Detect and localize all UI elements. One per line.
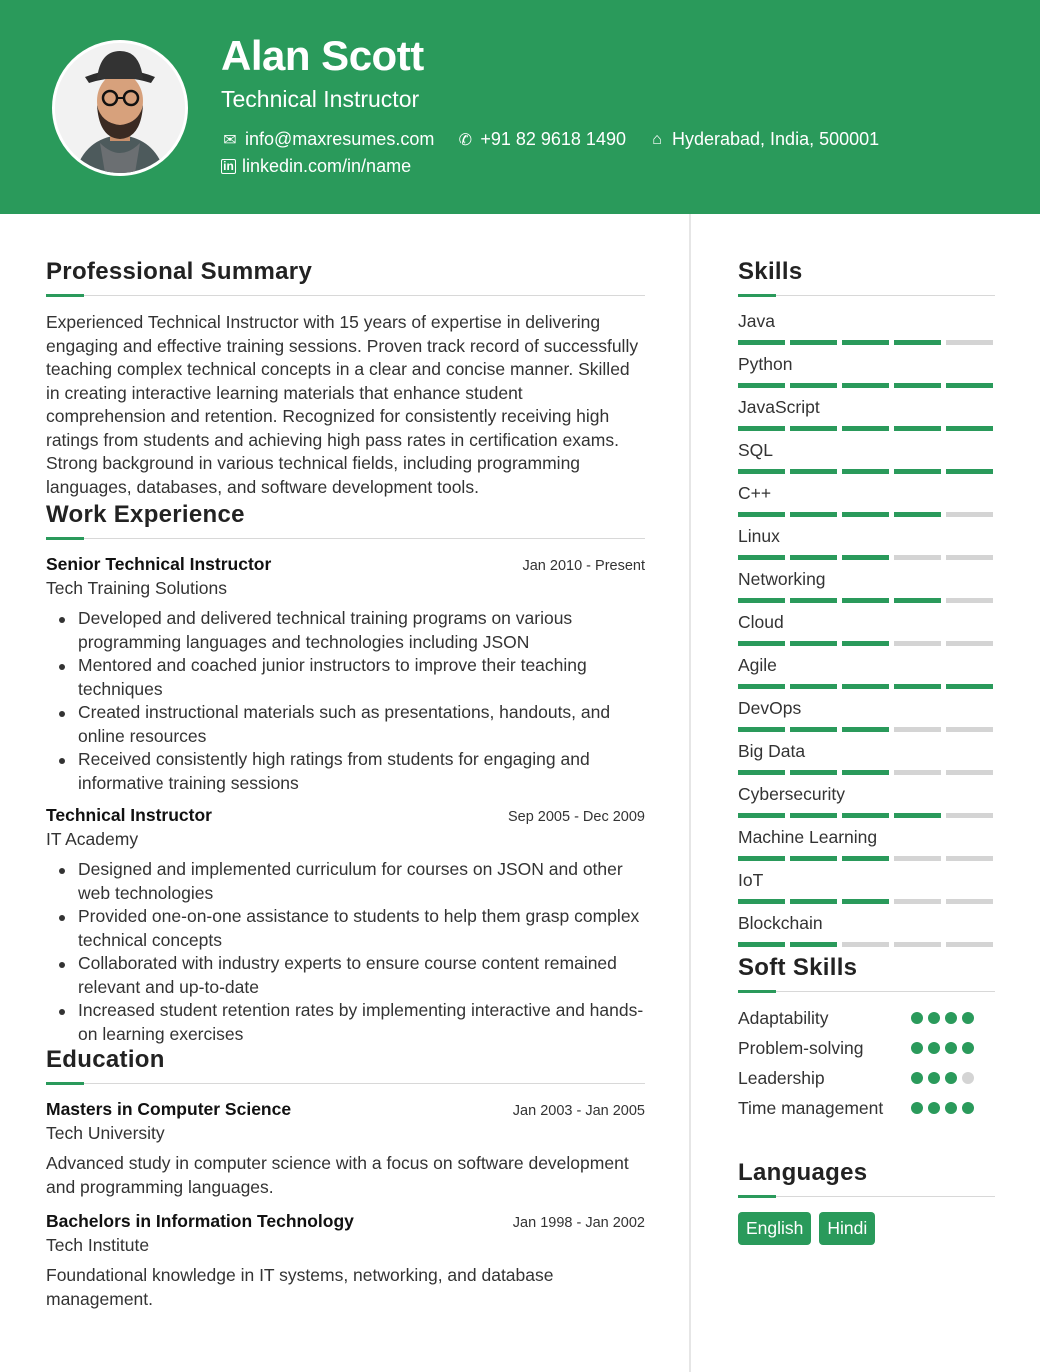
skill-level-segment (738, 684, 785, 689)
main-column (46, 258, 645, 1311)
experience-title: Work Experience (46, 501, 245, 528)
linkedin-text: linkedin.com/in/name (242, 156, 412, 176)
skill-item (738, 397, 995, 440)
skill-level-segment (738, 555, 785, 560)
skill-item (738, 827, 995, 870)
skill-level-bar (738, 727, 995, 732)
skill-level-segment (842, 340, 889, 345)
phone-icon: ✆ (458, 131, 473, 149)
rating-dot (928, 1102, 940, 1114)
soft-skill-item (738, 1097, 995, 1149)
languages-title: Languages (738, 1159, 868, 1186)
email-contact[interactable] (221, 129, 434, 150)
skill-level-bar (738, 555, 995, 560)
phone-text: +91 82 9618 1490 (480, 129, 626, 149)
skill-level-bar (738, 641, 995, 646)
job-header (46, 805, 645, 826)
skill-level-segment (790, 555, 837, 560)
section-rule (46, 1082, 645, 1085)
summary-title: Professional Summary (46, 258, 313, 285)
skill-name: Java (738, 311, 775, 331)
skill-item (738, 784, 995, 827)
skill-level-segment (842, 512, 889, 517)
job-entry (46, 554, 645, 795)
skill-item (738, 741, 995, 784)
contact-row (221, 129, 879, 150)
skill-level-segment (894, 469, 941, 474)
skill-level-segment (946, 340, 993, 345)
skill-level-bar (738, 770, 995, 775)
skill-level-segment (790, 598, 837, 603)
skill-level-segment (894, 555, 941, 560)
avatar-portrait-icon (55, 43, 185, 173)
skill-item (738, 913, 995, 956)
skill-name: SQL (738, 440, 774, 460)
skill-level-segment (946, 469, 993, 474)
location-text: Hyderabad, India, 500001 (671, 129, 880, 149)
job-bullet: Provided one-on-one assistance to students to help them grasp complex technical concepts (46, 905, 645, 952)
soft-skill-list (738, 1007, 995, 1149)
degree-title: Masters in Computer Science (46, 1099, 292, 1119)
skill-level-segment (946, 856, 993, 861)
skill-level-segment (790, 899, 837, 904)
skill-level-segment (946, 641, 993, 646)
skill-list (738, 311, 995, 956)
soft-skill-item (738, 1007, 995, 1037)
skill-name: Networking (738, 569, 826, 589)
section-rule (738, 990, 995, 993)
skill-level-segment (738, 813, 785, 818)
skill-level-segment (842, 555, 889, 560)
school-name: Tech Institute (46, 1235, 150, 1255)
rating-dot (911, 1012, 923, 1024)
rating-dot (928, 1042, 940, 1054)
linkedin-icon: in (221, 159, 236, 174)
skill-level-segment (842, 684, 889, 689)
column-divider (689, 214, 691, 1372)
rating-dot (911, 1072, 923, 1084)
skill-level-segment (842, 426, 889, 431)
skill-level-segment (894, 813, 941, 818)
skill-level-segment (790, 641, 837, 646)
job-list (46, 554, 645, 1046)
skill-item (738, 870, 995, 913)
skill-level-segment (894, 641, 941, 646)
skill-level-bar (738, 684, 995, 689)
skill-name: C++ (738, 483, 772, 503)
skill-level-segment (790, 856, 837, 861)
rating-dot (962, 1012, 974, 1024)
skill-level-segment (946, 770, 993, 775)
skill-level-segment (738, 856, 785, 861)
soft-skill-name: Adaptability (738, 1008, 829, 1028)
side-column (738, 258, 995, 1245)
skill-name: IoT (738, 870, 764, 890)
skill-item (738, 311, 995, 354)
skill-level-segment (894, 598, 941, 603)
job-bullet: Developed and delivered technical training programs on various programming languages and technologies including JSON (46, 607, 645, 654)
skill-level-segment (946, 684, 993, 689)
skill-level-segment (842, 469, 889, 474)
job-title: Technical Instructor (46, 805, 212, 825)
skill-level-segment (790, 512, 837, 517)
candidate-role: Technical Instructor (221, 86, 420, 112)
skill-level-bar (738, 813, 995, 818)
education-entry (46, 1099, 645, 1199)
skill-name: Machine Learning (738, 827, 878, 847)
skill-level-segment (946, 813, 993, 818)
skill-level-segment (790, 426, 837, 431)
skill-level-segment (894, 942, 941, 947)
skill-level-segment (790, 383, 837, 388)
location-contact (648, 129, 879, 150)
section-rule (738, 294, 995, 297)
skill-level-segment (842, 727, 889, 732)
skill-level-segment (842, 770, 889, 775)
skill-level-segment (738, 340, 785, 345)
skills-title: Skills (738, 258, 803, 285)
education-description: Advanced study in computer science with a focus on software development and programming languages. (46, 1153, 629, 1197)
rating-dot (945, 1072, 957, 1084)
skill-item (738, 698, 995, 741)
header (0, 0, 1040, 214)
skill-level-segment (894, 856, 941, 861)
skill-name: DevOps (738, 698, 802, 718)
skill-level-segment (946, 426, 993, 431)
language-tag: English (738, 1212, 811, 1245)
soft-skill-name: Problem-solving (738, 1038, 864, 1058)
skill-level-bar (738, 856, 995, 861)
skill-level-segment (894, 512, 941, 517)
skill-name: Big Data (738, 741, 806, 761)
education-header (46, 1211, 645, 1232)
skill-level-segment (738, 383, 785, 388)
email-text: info@maxresumes.com (245, 129, 435, 149)
rating-dot (911, 1042, 923, 1054)
skill-level-bar (738, 598, 995, 603)
rating-dot (928, 1012, 940, 1024)
section-rule (46, 537, 645, 540)
skill-level-segment (946, 899, 993, 904)
skill-level-segment (894, 383, 941, 388)
rating-dot (962, 1102, 974, 1114)
job-date: Jan 2010 - Present (522, 558, 645, 574)
rating-dot (945, 1042, 957, 1054)
summary-text: Experienced Technical Instructor with 15 years of expertise in delivering engaging and effective training sessions. Proven track record of successfully teaching complex technical concepts in a clear and concise manner. Skilled in creating interactive learning materials that enhance student comprehension and retention. Recognized for consistently receiving high ratings from students and achieving high pass rates in certification exams. Strong background in various technical fields, including programming languages, databases, and software development tools. (46, 312, 639, 497)
job-date: Sep 2005 - Dec 2009 (507, 809, 645, 825)
skill-level-segment (738, 641, 785, 646)
rating-dot (945, 1012, 957, 1024)
job-bullets (46, 858, 645, 1046)
skill-level-bar (738, 512, 995, 517)
job-bullet: Designed and implemented curriculum for courses on JSON and other web technologies (46, 858, 645, 905)
skill-level-segment (738, 942, 785, 947)
skill-item (738, 440, 995, 483)
skill-level-segment (894, 727, 941, 732)
skill-level-segment (946, 512, 993, 517)
skill-level-segment (894, 899, 941, 904)
skill-level-segment (842, 598, 889, 603)
skill-level-segment (946, 555, 993, 560)
job-bullet: Received consistently high ratings from students for engaging and informative training sessions (46, 748, 645, 795)
skill-level-segment (946, 942, 993, 947)
soft-skill-item (738, 1067, 995, 1097)
rating-dot (928, 1072, 940, 1084)
skill-level-bar (738, 899, 995, 904)
job-title: Senior Technical Instructor (46, 554, 272, 574)
skill-level-segment (894, 684, 941, 689)
soft-skill-item (738, 1037, 995, 1067)
job-bullet: Created instructional materials such as presentations, handouts, and online resources (46, 701, 645, 748)
school-name: Tech University (46, 1123, 165, 1143)
skill-level-segment (946, 727, 993, 732)
skill-level-bar (738, 942, 995, 947)
job-organization: Tech Training Solutions (46, 578, 227, 598)
skill-level-segment (738, 598, 785, 603)
skill-level-bar (738, 469, 995, 474)
phone-contact[interactable] (456, 129, 626, 150)
skill-level-bar (738, 340, 995, 345)
job-bullet: Collaborated with industry experts to ensure course content remained relevant and up-to-date (46, 952, 645, 999)
soft-skill-name: Time management (738, 1098, 884, 1118)
linkedin-row (221, 156, 411, 177)
education-title: Education (46, 1046, 165, 1073)
linkedin-contact[interactable] (221, 156, 411, 177)
rating-dot (962, 1042, 974, 1054)
skill-level-segment (738, 512, 785, 517)
skill-level-segment (790, 684, 837, 689)
skill-level-segment (790, 942, 837, 947)
skill-item (738, 569, 995, 612)
education-description: Foundational knowledge in IT systems, networking, and database management. (46, 1265, 554, 1309)
skill-level-segment (946, 598, 993, 603)
section-rule (46, 294, 645, 297)
degree-title: Bachelors in Information Technology (46, 1211, 354, 1231)
skill-name: Cybersecurity (738, 784, 845, 804)
skill-level-segment (738, 899, 785, 904)
soft-skill-rating (911, 1007, 995, 1024)
skill-level-segment (790, 770, 837, 775)
language-tag: Hindi (819, 1212, 875, 1245)
language-list (738, 1212, 995, 1245)
skill-item (738, 612, 995, 655)
job-bullets (46, 607, 645, 795)
soft-skill-rating (911, 1097, 995, 1114)
education-list (46, 1099, 645, 1311)
job-header (46, 554, 645, 575)
skill-level-segment (946, 383, 993, 388)
skill-level-segment (738, 727, 785, 732)
skill-level-segment (842, 856, 889, 861)
skill-level-segment (738, 770, 785, 775)
skill-name: Agile (738, 655, 777, 675)
skill-name: Python (738, 354, 793, 374)
skill-level-segment (790, 340, 837, 345)
rating-dot (945, 1102, 957, 1114)
skill-level-segment (842, 383, 889, 388)
skill-level-segment (790, 727, 837, 732)
skill-name: Cloud (738, 612, 784, 632)
skill-level-segment (842, 899, 889, 904)
skill-level-segment (790, 813, 837, 818)
skill-name: Linux (738, 526, 780, 546)
education-header (46, 1099, 645, 1120)
skill-level-segment (894, 340, 941, 345)
skill-name: JavaScript (738, 397, 820, 417)
rating-dot (911, 1102, 923, 1114)
soft-skill-rating (911, 1037, 995, 1054)
candidate-name: Alan Scott (221, 32, 424, 79)
education-date: Jan 2003 - Jan 2005 (512, 1103, 645, 1119)
skill-level-segment (894, 770, 941, 775)
skill-level-segment (842, 942, 889, 947)
soft-skills-title: Soft Skills (738, 954, 858, 981)
job-entry (46, 805, 645, 1046)
section-rule (738, 1195, 995, 1198)
skill-level-bar (738, 426, 995, 431)
rating-dot (962, 1072, 974, 1084)
skill-level-bar (738, 383, 995, 388)
skill-level-segment (790, 469, 837, 474)
profile-photo (52, 40, 188, 176)
skill-item (738, 483, 995, 526)
skill-name: Blockchain (738, 913, 823, 933)
skill-level-segment (738, 426, 785, 431)
skill-item (738, 526, 995, 569)
skill-level-segment (894, 426, 941, 431)
envelope-icon: ✉ (223, 131, 237, 149)
job-bullet: Mentored and coached junior instructors to improve their teaching techniques (46, 654, 645, 701)
education-entry (46, 1211, 645, 1311)
job-organization: IT Academy (46, 829, 139, 849)
soft-skill-name: Leadership (738, 1068, 825, 1088)
soft-skill-rating (911, 1067, 995, 1084)
skill-level-segment (842, 813, 889, 818)
skill-item (738, 655, 995, 698)
skill-item (738, 354, 995, 397)
skill-level-segment (842, 641, 889, 646)
home-icon: ⌂ (652, 130, 662, 148)
education-date: Jan 1998 - Jan 2002 (512, 1215, 645, 1231)
skill-level-segment (738, 469, 785, 474)
job-bullet: Increased student retention rates by implementing interactive and hands-on learning exercises (46, 999, 645, 1046)
